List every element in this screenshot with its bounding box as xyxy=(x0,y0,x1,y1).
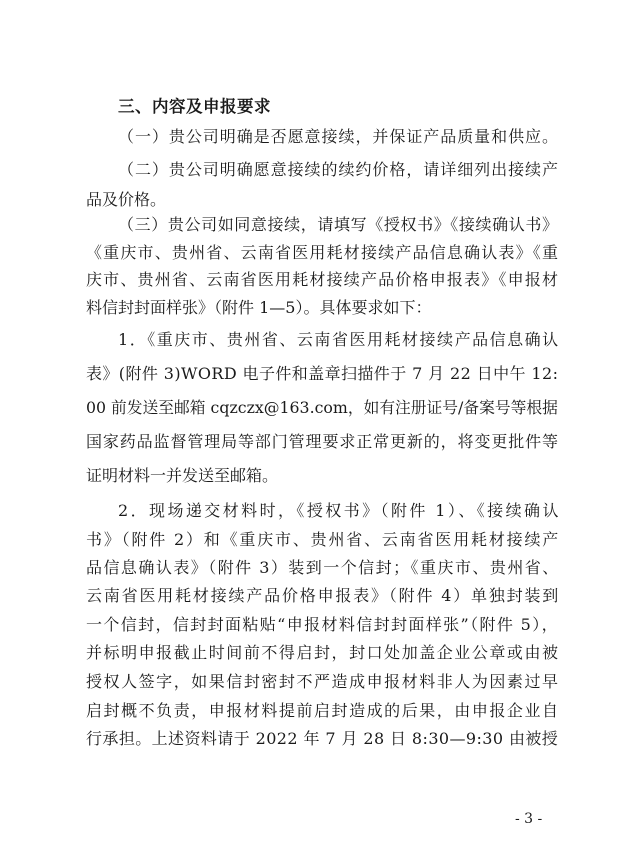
paragraph-5-line-3: 品信息确认表》（附件 3）装到一个信封；《重庆市、贵州省、 xyxy=(86,558,560,577)
page-number: - 3 - xyxy=(515,811,543,827)
paragraph-3-line-2: 《重庆市、贵州省、云南省医用耗材接续产品信息确认表》《重 xyxy=(86,243,560,262)
paragraph-4-line-5: 证明材料一并发送至邮箱。 xyxy=(86,466,279,485)
paragraph-5-line-8: 启封概不负责，申报材料提前启封造成的后果，由申报企业自 xyxy=(86,701,560,720)
paragraph-4-line-1: 1．《重庆市、贵州省、云南省医用耗材接续产品信息确认 xyxy=(118,330,560,349)
paragraph-3-line-3: 庆市、贵州省、云南省医用耗材接续产品价格申报表》《申报材 xyxy=(86,270,560,289)
paragraph-2-line-2: 品及价格。 xyxy=(86,190,167,209)
paragraph-5-line-1: 2．现场递交材料时，《授权书》（附件 1）、《接续确认 xyxy=(118,501,561,520)
paragraph-5-line-5: 一个信封，信封封面粘贴“申报材料信封封面样张”（附件 5）， xyxy=(86,615,560,634)
paragraph-5-line-2: 书》（附件 2）和《重庆市、贵州省、云南省医用耗材接续产 xyxy=(86,530,561,549)
paragraph-4-line-4: 国家药品监督管理局等部门管理要求正常更新的，将变更批件等 xyxy=(86,432,559,451)
paragraph-1-line-1: （一）贵公司明确是否愿意接续，并保证产品质量和供应。 xyxy=(118,127,559,146)
paragraph-5-line-9: 行承担。上述资料请于 2022 年 7 月 28 日 8:30—9:30 由被授 xyxy=(86,729,559,748)
paragraph-5-line-4: 云南省医用耗材接续产品价格申报表》（附件 4）单独封装到 xyxy=(86,586,561,605)
paragraph-4-line-3: 00 前发送至邮箱 cqzczx@163.com，如有注册证号/备案号等根据 xyxy=(86,398,558,417)
paragraph-3-line-4: 料信封封面样张》（附件 1—5）。具体要求如下： xyxy=(86,298,432,317)
section-heading: 三、内容及申报要求 xyxy=(118,97,271,116)
paragraph-2-line-1: （二）贵公司明确愿意接续的续约价格，请详细列出接续产 xyxy=(118,160,559,179)
paragraph-3-line-1: （三）贵公司如同意接续，请填写《授权书》《接续确认书》 xyxy=(118,215,559,234)
paragraph-4-line-2: 表》(附件 3)WORD 电子件和盖章扫描件于 7 月 22 日中午 12: xyxy=(86,364,559,383)
paragraph-5-line-7: 授权人签字，如果信封密封不严造成申报材料非人为因素过早 xyxy=(86,672,560,691)
paragraph-5-line-6: 并标明申报截止时间前不得启封，封口处加盖企业公章或由被 xyxy=(86,643,560,662)
